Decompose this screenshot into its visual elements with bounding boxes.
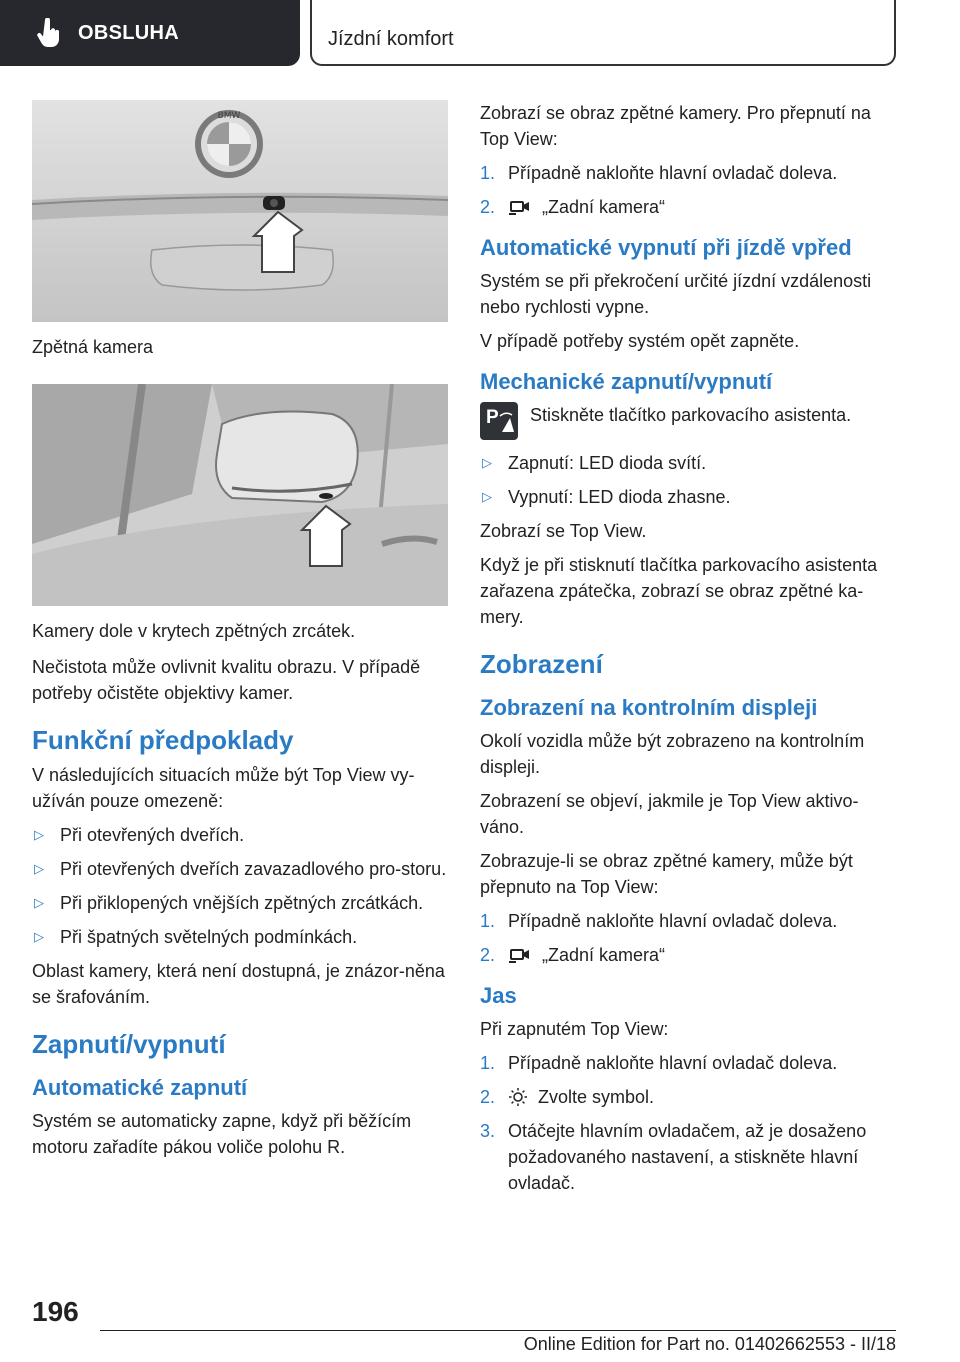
steps-list-2: [480, 908, 896, 968]
header-title: Jízdní komfort: [328, 28, 454, 50]
footer-edition: Online Edition for Part no. 01402662553 - II/18: [523, 1334, 896, 1354]
heading-display: Zobrazení: [480, 649, 603, 679]
step-item: 1. Případně nakloňte hlavní ovladač doleva.: [480, 1053, 838, 1073]
heading-on-off: Zapnutí/vypnutí: [32, 1029, 226, 1059]
figure-caption-2: Kamery dole v krytech zpětných zrcátek.: [32, 621, 356, 641]
display-p3: Zobrazuje-li se obraz zpětné kamery, může být přepnuto na Top View:: [480, 851, 853, 897]
step-item: 2. Zvolte symbol.: [480, 1087, 655, 1107]
display-p2: Zobrazení se objeví, jakmile je Top View aktivo-váno.: [480, 791, 859, 837]
mech-bullet-list: [480, 450, 896, 510]
list-item: ▷ Vypnutí: LED dioda zhasne.: [480, 484, 896, 510]
right-column: [480, 100, 896, 1204]
heading-display-sub: Zobrazení na kontrolním displeji: [480, 695, 818, 720]
mech-p2: Když je při stisknutí tlačítka parkovacího asistenta zařazena zpátečka, zobrazí se obraz zpětné ka-mery.: [480, 555, 878, 627]
mech-icon-paragraph: [480, 402, 896, 440]
page-number: 196: [32, 1296, 79, 1327]
display-p1: Okolí vozidla může být zobrazeno na kontrolním displeji.: [480, 731, 865, 777]
auto-off-p2: V případě potřeby systém opět zapněte.: [480, 331, 800, 351]
list-item: ▷ Při otevřených dveřích zavazadlového pro-storu.: [32, 856, 448, 882]
brightness-icon: [508, 1087, 528, 1107]
hand-pointer-icon: [36, 18, 62, 48]
dirt-note: Nečistota může ovlivnit kvalitu obrazu. V případě potřeby očistěte objektivy kamer.: [32, 657, 421, 703]
heading-auto-on: Automatické zapnutí: [32, 1075, 248, 1100]
heading-brightness: Jas: [480, 983, 517, 1008]
mirror-camera-figure: [32, 384, 448, 606]
list-item: ▷ Při špatných světelných podmínkách.: [32, 924, 448, 950]
heading-mechanical: Mechanické zapnutí/vypnutí: [480, 369, 773, 394]
footer-divider: [100, 1330, 896, 1331]
step-item: 2. „Zadní kamera“: [480, 945, 666, 965]
triangle-bullet-icon: ▷: [34, 827, 44, 842]
left-column: [32, 100, 448, 1168]
step-item: 1. Případně nakloňte hlavní ovladač doleva.: [480, 163, 838, 183]
func-outro: Oblast kamery, která není dostupná, je znázor-něna se šrafováním.: [32, 961, 445, 1007]
list-item: ▷ Při otevřených dveřích.: [32, 822, 448, 848]
header-section-tab: [0, 0, 300, 66]
triangle-bullet-icon: ▷: [482, 489, 492, 504]
mech-text: Stiskněte tlačítko parkovacího asistenta.: [530, 405, 852, 425]
step-item: 3. Otáčejte hlavním ovladačem, až je dosaženo požadovaného nastavení, a stiskněte hlavní ovladač.: [480, 1121, 867, 1193]
mirror-camera-illustration: [32, 384, 448, 606]
figure-caption-1: Zpětná kamera: [32, 337, 154, 357]
rear-camera-icon: [508, 945, 532, 965]
mech-p1: Zobrazí se Top View.: [480, 521, 647, 541]
heading-functional-requirements: Funkční předpoklady: [32, 725, 294, 755]
list-item: ▷ Zapnutí: LED dioda svítí.: [480, 450, 896, 476]
triangle-bullet-icon: ▷: [34, 895, 44, 910]
jas-intro: Při zapnutém Top View:: [480, 1019, 669, 1039]
step-item: 1. Případně nakloňte hlavní ovladač doleva.: [480, 911, 838, 931]
auto-off-p1: Systém se při překročení určité jízdní vzdálenosti nebo rychlosti vypne.: [480, 271, 872, 317]
func-intro: V následujících situacích může být Top View vy-užíván pouze omezeně:: [32, 765, 415, 811]
auto-on-text: Systém se automaticky zapne, když při běžícím motoru zařadíte pákou voliče polohu R.: [32, 1111, 412, 1157]
triangle-bullet-icon: ▷: [34, 929, 44, 944]
park-assist-button-icon: P: [480, 402, 518, 440]
rear-camera-icon: [508, 197, 532, 217]
triangle-bullet-icon: ▷: [482, 455, 492, 470]
steps-list-3: [480, 1050, 896, 1196]
rear-camera-illustration: [32, 100, 448, 322]
steps-list-1: [480, 160, 896, 220]
header-section-label: OBSLUHA: [78, 21, 179, 44]
rear-camera-figure: [32, 100, 448, 322]
list-item: ▷ Při přiklopených vnějších zpětných zrcátkách.: [32, 890, 448, 916]
right-intro: Zobrazí se obraz zpětné kamery. Pro přepnutí na Top View:: [480, 103, 871, 149]
func-bullet-list: [32, 822, 448, 950]
step-item: 2. „Zadní kamera“: [480, 197, 666, 217]
triangle-bullet-icon: ▷: [34, 861, 44, 876]
bmw-logo-text: BMW: [217, 111, 241, 121]
header-title-box: [310, 0, 896, 66]
heading-auto-off: Automatické vypnutí při jízdě vpřed: [480, 235, 852, 260]
